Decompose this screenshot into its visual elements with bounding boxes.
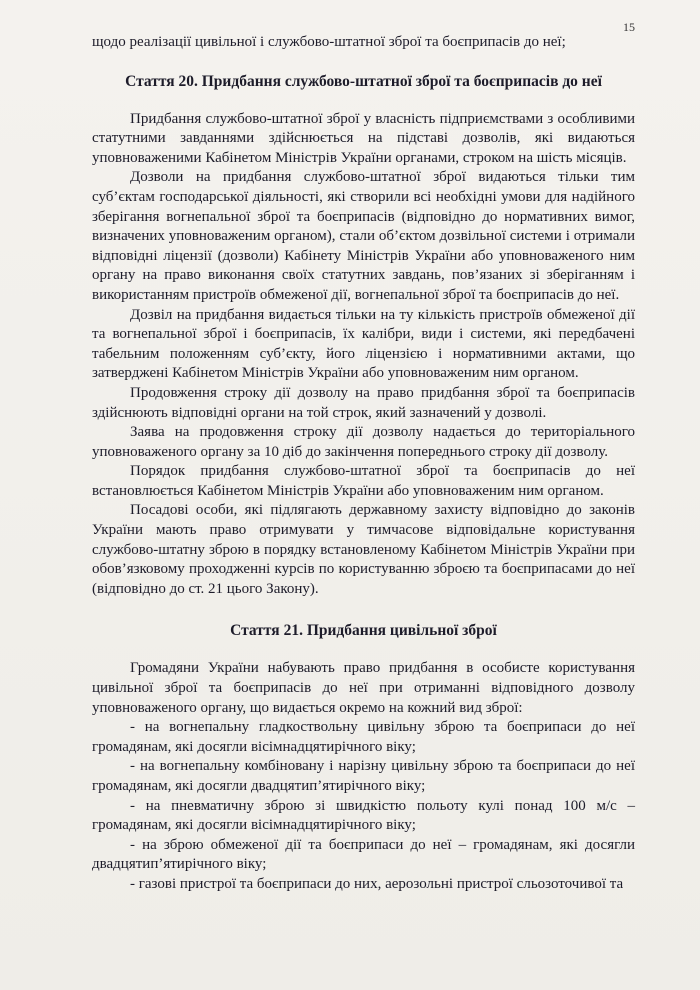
article-20-heading: Стаття 20. Придбання службово-штатної зброї та боєприпасів до неї <box>125 72 602 90</box>
article-21-paragraph: Громадяни України набувають право придбання в особисте користування цивільної зброї та боєприпасів до неї при отриманні відповідного дозволу уповноваженого органу, що видається окремо на кожний вид зброї: <box>92 660 635 716</box>
article-21-list-item: - на вогнепальну гладкоствольну цивільну зброю та боєприпаси до неї громадянам, які досягли вісімнадцятирічного віку; <box>92 719 635 755</box>
article-21-heading: Стаття 21. Придбання цивільної зброї <box>230 622 497 640</box>
article-20-paragraph: Посадові особи, які підлягають державному захисту відповідно до законів України мають право отримувати у тимчасове відповідальне користування службово-штатну зброю в порядку встановленому Кабінетом Міністрів України при обов’язковому проходженні курсів по користуванню зброєю та боєприпасами до неї (відповідно до ст. 21 цього Закону). <box>92 502 635 597</box>
article-20-paragraph: Придбання службово-штатної зброї у власність підприємствами з особливими статутними завданнями здійснюється на підставі дозволів, які видаються уповноваженими Кабінетом Міністрів України органами, строком на шість місяців. <box>92 110 635 166</box>
article-21-list-item: - на зброю обмеженої дії та боєприпаси до неї – громадянам, які досягли двадцятип’ятирічного віку; <box>92 836 635 873</box>
lead-line: щодо реалізації цивільної і службово-штатної зброї та боєприпасів до неї; <box>92 34 566 50</box>
document-body <box>92 33 635 895</box>
page-number: 15 <box>623 20 635 34</box>
article-20-paragraph: Продовження строку дії дозволу на право придбання зброї та боєприпасів здійснюють відповідні органи на той строк, який зазначений у дозволі. <box>92 384 635 421</box>
article-21-list-item: - на вогнепальну комбіновану і нарізну цивільну зброю та боєприпаси до неї громадянам, які досягли двадцятип’ятирічного віку; <box>92 758 635 794</box>
article-20-paragraph: Заява на продовження строку дії дозволу надається до територіального уповноваженого органу за 10 діб до закінчення попереднього строку дії дозволу. <box>92 424 635 460</box>
article-20-paragraph: Дозволи на придбання службово-штатної зброї видаються тільки тим суб’єктам господарської діяльності, які створили всі необхідні умови для надійного зберігання вогнепальної зброї та боєприпасів (відповідно до нормативних вимог, визначених уповноваженим органом), стали об’єктом дозвільної системи і отримали відповідні ліцензії (дозволи) Кабінету Міністрів України або уповноваженого ним органу на право виконання своїх статутних завдань, пов’язаних зі зберіганням і використанням пристроїв обмеженої дії, вогнепальної зброї та боєприпасів до неї. <box>92 169 635 303</box>
article-20-paragraph: Дозвіл на придбання видається тільки на ту кількість пристроїв обмеженої дії та вогнепальної зброї і боєприпасів, їх калібри, види і системи, які передбачені табельним положенням суб’єкту, його ліцензією і нормативними актами, що затверджені Кабінетом Міністрів України або уповноваженим ним органом. <box>92 306 635 382</box>
article-21-list-item: - на пневматичну зброю зі швидкістю польоту кулі понад 100 м/с – громадянам, які досягли вісімнадцятирічного віку; <box>92 797 635 834</box>
article-20-paragraph: Порядок придбання службово-штатної зброї та боєприпасів до неї встановлюється Кабінетом Міністрів України або уповноваженим ним органом. <box>92 463 635 499</box>
article-21-list-item: - газові пристрої та боєприпаси до них, аерозольні пристрої сльозоточивої та <box>130 875 624 892</box>
